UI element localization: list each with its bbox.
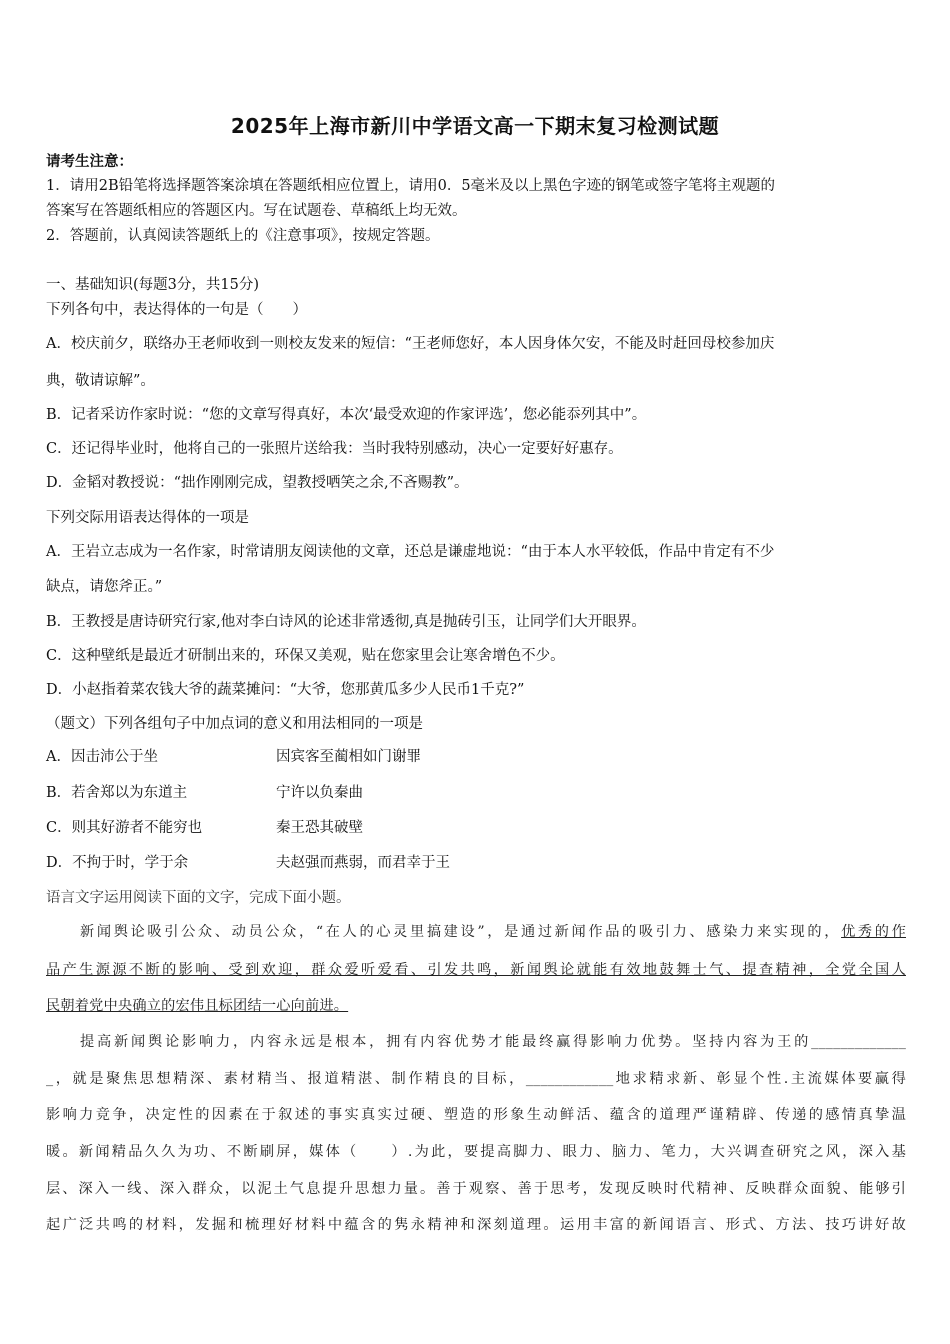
passage-text: 新闻舆论吸引公众、动员公众，“在人的心灵里搞建设”，是通过新闻作品的吸引力、感染力来实现的， [80, 924, 842, 940]
question-3-option-a: A．因击沛公于坐 [46, 749, 158, 765]
underlined-text: 优秀的作 [841, 924, 906, 940]
question-2-stem: 下列交际用语表达得体的一项是 [46, 510, 249, 526]
page-title: 2025年上海市新川中学语文高一下期末复习检测试题 [230, 114, 720, 138]
question-2-option-a-line-1: A．王岩立志成为一名作家，时常请朋友阅读他的文章，还总是谦虚地说：“由于本人水平较低，作品中肯定有不少 [46, 544, 775, 560]
question-3-stem: （题文）下列各组句子中加点词的意义和用法相同的一项是 [46, 716, 423, 732]
question-3-option-d: D．不拘于时，学于余 [46, 855, 189, 871]
question-2-option-b: B．王教授是唐诗研究行家,他对李白诗风的论述非常透彻,真是抛砖引玉，让同学们大开眼界。 [46, 614, 646, 630]
question-1-stem: 下列各句中，表达得体的一句是（ ） [46, 302, 307, 318]
passage-paragraph-2-line-6: 起广泛共鸣的材料，发掘和梳理好材料中蕴含的隽永精神和深刻道理。运用丰富的新闻语言、形式、方法、技巧讲好故 [46, 1217, 906, 1233]
question-1-option-b: B．记者采访作家时说：“您的文章写得真好，本次‘最受欢迎的作家评选’，您必能忝列其中”。 [46, 407, 647, 423]
question-1-option-c: C．还记得毕业时，他将自己的一张照片送给我：当时我特别感动，决心一定要好好惠存。 [46, 441, 623, 457]
question-2-option-d: D．小赵指着菜农钱大爷的蔬菜摊问：“大爷，您那黄瓜多少人民币1千克?” [46, 682, 525, 698]
question-1-option-a-line-2: 典，敬请谅解”。 [46, 373, 155, 389]
question-3-option-c: C．则其好游者不能穷也 [46, 820, 203, 836]
question-3-option-c-compare: 秦王恐其破壁 [276, 820, 363, 836]
notice-item-1-line-2: 答案写在答题纸相应的答题区内。写在试题卷、草稿纸上均无效。 [46, 203, 467, 219]
question-3-option-b-compare: 宁许以负秦曲 [276, 785, 363, 801]
passage-paragraph-2-line-1: 提高新闻舆论影响力，内容永远是根本，拥有内容优势才能最终赢得影响力优势。坚持内容为王的_____________ [80, 1034, 906, 1050]
question-2-option-a-line-2: 缺点，请您斧正。” [46, 579, 163, 595]
question-3-option-b: B．若舍郑以为东道主 [46, 785, 188, 801]
section-heading: 一、基础知识(每题3分，共15分) [46, 277, 259, 293]
passage-paragraph-1-line-1 [80, 922, 906, 942]
notice-heading: 请考生注意： [46, 153, 133, 170]
question-1-option-a-line-1: A．校庆前夕，联络办王老师收到一则校友发来的短信：“王老师您好，本人因身体欠安，不能及时赶回母校参加庆 [46, 336, 775, 352]
passage-paragraph-2-line-3: 影响力竞争，决定性的因素在于叙述的事实真实过硬、塑造的形象生动鲜活、蕴含的道理严谨精辟、传递的感情真挚温 [46, 1107, 906, 1123]
notice-item-1-line-1: 1．请用2B铅笔将选择题答案涂填在答题纸相应位置上，请用0．5毫米及以上黑色字迹的钢笔或签字笔将主观题的 [46, 178, 776, 194]
passage-paragraph-1-line-3: 民朝着党中央确立的宏伟且标团结一心向前进。 [46, 998, 349, 1014]
question-2-option-c: C．这种壁纸是最近才研制出来的，环保又美观，贴在您家里会让寒舍增色不少。 [46, 648, 565, 664]
passage-paragraph-2-line-5: 层、深入一线、深入群众，以泥土气息提升思想力量。善于观察、善于思考，发现反映时代精神、反映群众面貌、能够引 [46, 1181, 906, 1197]
question-3-option-a-compare: 因宾客至蔺相如门谢罪 [276, 749, 421, 765]
question-1-option-d: D．金韬对教授说：“拙作刚刚完成，望教授哂笑之余,不吝赐教”。 [46, 475, 469, 491]
passage-paragraph-2-line-4: 暖。新闻精品久久为功、不断刷屏，媒体（ ）.为此，要提高脚力、眼力、脑力、笔力，大兴调查研究之风，深入基 [46, 1144, 906, 1160]
passage-paragraph-2-line-2: _，就是聚焦思想精深、素材精当、报道精湛、制作精良的目标，____________地求精求新、彰显个性.主流媒体要赢得 [46, 1071, 906, 1087]
question-3-option-d-compare: 夫赵强而燕弱，而君幸于王 [276, 855, 450, 871]
notice-item-2: 2．答题前，认真阅读答题纸上的《注意事项》，按规定答题。 [46, 228, 440, 244]
passage-paragraph-1-line-2: 品产生源源不断的影响、受到欢迎，群众爱听爱看、引发共鸣，新闻舆论就能有效地鼓舞士气、提查精神，全党全国人 [46, 962, 906, 978]
reading-intro: 语言文字运用阅读下面的文字，完成下面小题。 [46, 890, 351, 906]
